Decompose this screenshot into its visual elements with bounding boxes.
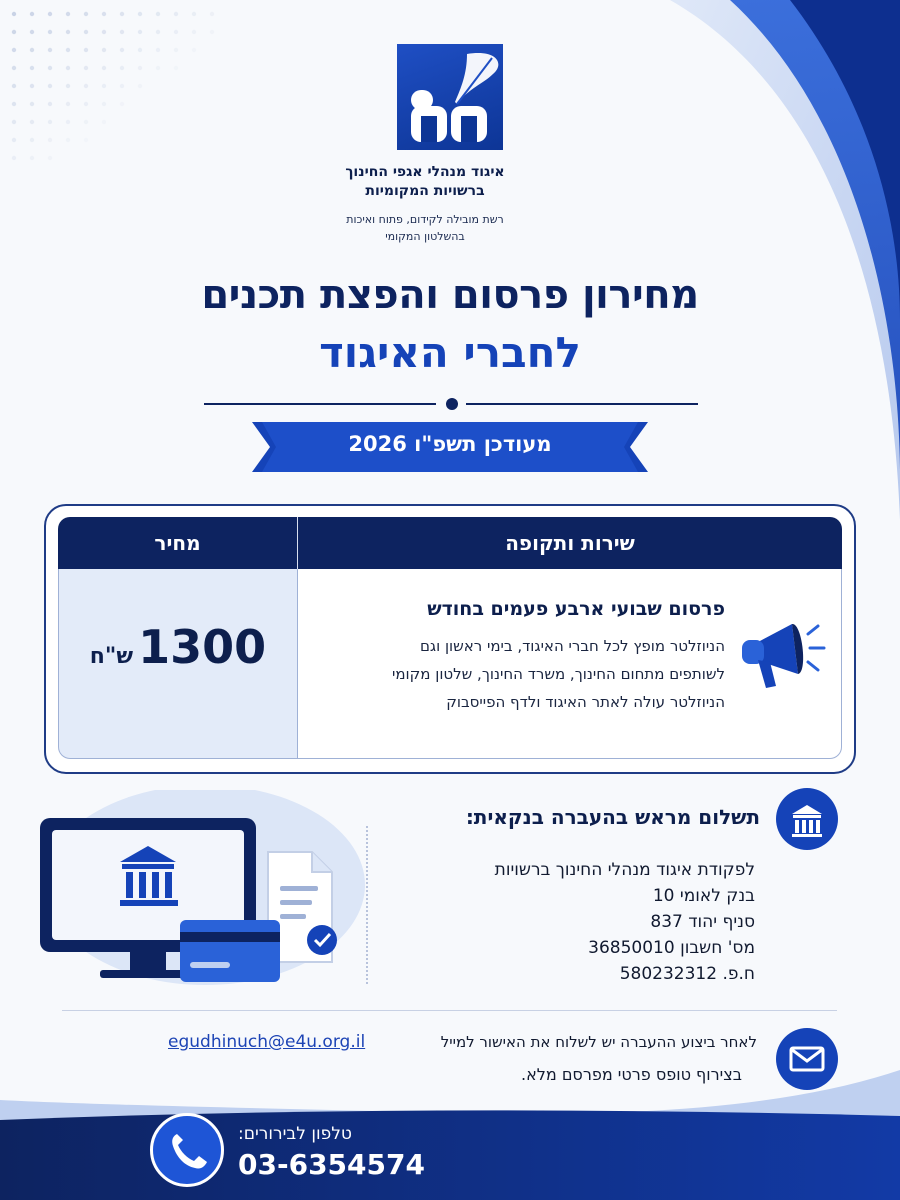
price-currency: ש"ח (89, 644, 134, 669)
phone-label: טלפון לבירורים: (238, 1124, 352, 1144)
section-divider (366, 826, 368, 984)
divider-left (204, 403, 436, 405)
divider-dot (446, 398, 458, 410)
mail-circle-icon (776, 1028, 838, 1090)
payment-detail-line: בנק לאומי 10 (652, 886, 755, 906)
org-name-line1: איגוד מנהלי אגפי החינוך (345, 164, 505, 180)
payment-detail-line: סניף יהוד 837 (650, 912, 755, 932)
update-ribbon-text: מעודכן תשפ"ו 2026 (348, 432, 552, 456)
price-number: 1300 (138, 620, 267, 674)
quill-logo-icon (397, 44, 503, 150)
bank-transfer-illustration (30, 790, 370, 995)
footer-bar (0, 1108, 900, 1200)
email-instructions-2: בצירוף טופס פרטי מפרסם מלא. (520, 1065, 742, 1084)
payment-detail-line: לפקודת איגוד מנהלי החינוך ברשויות (494, 860, 755, 880)
service-description-line: הניוזלטר מופץ לכל חברי האיגוד, בימי ראשון וגם (419, 637, 725, 655)
service-title: פרסום שבועי ארבע פעמים בחודש (427, 598, 725, 620)
page-title: מחירון פרסום והפצת תכנים (201, 272, 699, 318)
org-name-line2: ברשויות המקומיות (365, 183, 485, 199)
bank-icon (776, 788, 838, 850)
org-logo (397, 44, 503, 150)
payment-detail-line: מס' חשבון 36850010 (588, 938, 755, 958)
org-tagline-line1: רשת מובילה לקידום, פתוח ואיכות (346, 213, 504, 226)
horizontal-divider (62, 1010, 837, 1011)
price-value (58, 620, 298, 674)
page-subtitle: לחברי האיגוד (319, 328, 581, 377)
divider-right (466, 403, 698, 405)
table-header-service: שירות ותקופה (298, 517, 842, 569)
email-link[interactable]: egudhinuch@e4u.org.il (168, 1032, 366, 1052)
org-tagline-line2: בהשלטון המקומי (385, 230, 465, 243)
phone-icon (153, 1116, 221, 1184)
phone-number[interactable]: 03-6354574 (238, 1148, 425, 1181)
megaphone-icon (736, 612, 828, 694)
dot-pattern-decoration (0, 0, 230, 180)
phone-circle-icon[interactable] (150, 1113, 224, 1187)
service-description-line: לשותפים מתחום החינוך, משרד החינוך, שלטון מקומי (392, 665, 725, 683)
payment-title: תשלום מראש בהעברה בנקאית: (465, 805, 760, 829)
mail-icon (776, 1028, 838, 1090)
table-header-price: מחיר (58, 517, 298, 569)
service-description-line: הניוזלטר עולה לאתר האיגוד ולדף הפייסבוק (446, 693, 725, 711)
bank-circle-icon (776, 788, 838, 850)
payment-detail-line: ח.פ. 580232312 (619, 964, 755, 984)
email-instructions: לאחר ביצוע ההעברה יש לשלוח את האישור למייל (440, 1033, 757, 1051)
